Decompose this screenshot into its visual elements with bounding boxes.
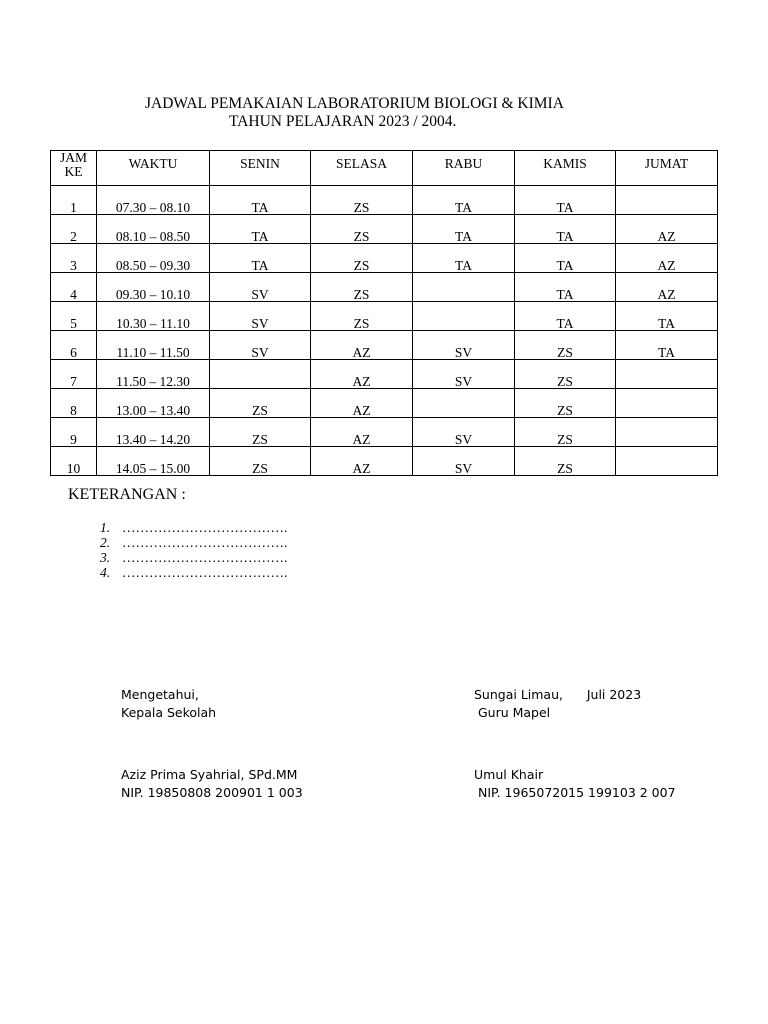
- cell-senin: SV: [210, 331, 311, 360]
- cell-selasa: ZS: [311, 186, 413, 215]
- cell-waktu: 13.00 – 13.40: [97, 389, 210, 418]
- cell-jam-ke: 4: [51, 273, 97, 302]
- signature-right-block: [474, 686, 641, 722]
- cell-jumat: [616, 447, 718, 476]
- cell-senin: ZS: [210, 447, 311, 476]
- cell-senin: TA: [210, 244, 311, 273]
- cell-jam-ke: 2: [51, 215, 97, 244]
- cell-waktu: 10.30 – 11.10: [97, 302, 210, 331]
- cell-selasa: AZ: [311, 331, 413, 360]
- cell-waktu: 13.40 – 14.20: [97, 418, 210, 447]
- cell-jumat: TA: [616, 302, 718, 331]
- cell-jumat: AZ: [616, 215, 718, 244]
- cell-jam-ke: 6: [51, 331, 97, 360]
- cell-kamis: TA: [515, 273, 616, 302]
- list-item: 4. ……………………………….: [100, 565, 288, 580]
- signature-right-name: Umul Khair: [474, 767, 544, 782]
- title-line-1: JADWAL PEMAKAIAN LABORATORIUM BIOLOGI & KIMIA: [145, 95, 564, 112]
- cell-kamis: ZS: [515, 331, 616, 360]
- cell-rabu: TA: [413, 186, 515, 215]
- list-item: 2. ……………………………….: [100, 535, 288, 550]
- cell-selasa: AZ: [311, 360, 413, 389]
- cell-rabu: TA: [413, 244, 515, 273]
- table-header-row: [51, 151, 718, 186]
- header-jumat: JUMAT: [616, 151, 718, 186]
- cell-waktu: 07.30 – 08.10: [97, 186, 210, 215]
- cell-waktu: 14.05 – 15.00: [97, 447, 210, 476]
- cell-jumat: [616, 418, 718, 447]
- cell-jam-ke: 8: [51, 389, 97, 418]
- cell-rabu: [413, 389, 515, 418]
- cell-senin: [210, 360, 311, 389]
- cell-kamis: TA: [515, 186, 616, 215]
- cell-senin: SV: [210, 273, 311, 302]
- cell-jumat: TA: [616, 331, 718, 360]
- cell-rabu: SV: [413, 331, 515, 360]
- title-line-2: TAHUN PELAJARAN 2023 / 2004.: [229, 113, 457, 130]
- cell-rabu: SV: [413, 447, 515, 476]
- signature-left-line1: Mengetahui,: [121, 687, 199, 702]
- cell-jam-ke: 1: [51, 186, 97, 215]
- table-row: [51, 360, 718, 389]
- header-jam-ke: JAM KE: [51, 151, 97, 186]
- table-row: [51, 215, 718, 244]
- cell-kamis: TA: [515, 244, 616, 273]
- cell-rabu: SV: [413, 418, 515, 447]
- cell-kamis: ZS: [515, 447, 616, 476]
- signature-right-line2: Guru Mapel: [474, 705, 551, 720]
- cell-waktu: 08.10 – 08.50: [97, 215, 210, 244]
- cell-senin: TA: [210, 186, 311, 215]
- cell-selasa: AZ: [311, 418, 413, 447]
- cell-selasa: ZS: [311, 273, 413, 302]
- cell-selasa: ZS: [311, 244, 413, 273]
- cell-selasa: ZS: [311, 215, 413, 244]
- cell-jumat: AZ: [616, 273, 718, 302]
- cell-selasa: ZS: [311, 302, 413, 331]
- table-row: [51, 186, 718, 215]
- cell-senin: ZS: [210, 389, 311, 418]
- header-rabu: RABU: [413, 151, 515, 186]
- cell-senin: ZS: [210, 418, 311, 447]
- cell-kamis: TA: [515, 215, 616, 244]
- table-row: [51, 447, 718, 476]
- cell-waktu: 11.10 – 11.50: [97, 331, 210, 360]
- cell-kamis: TA: [515, 302, 616, 331]
- signature-right-nip: NIP. 1965072015 199103 2 007: [474, 785, 676, 800]
- cell-jumat: [616, 360, 718, 389]
- cell-rabu: TA: [413, 215, 515, 244]
- signature-right-name-block: [474, 766, 676, 802]
- cell-kamis: ZS: [515, 389, 616, 418]
- signature-left-name-block: [121, 766, 303, 802]
- cell-waktu: 11.50 – 12.30: [97, 360, 210, 389]
- table-row: [51, 418, 718, 447]
- keterangan-list: [100, 520, 287, 580]
- cell-jumat: [616, 389, 718, 418]
- signature-left-line2: Kepala Sekolah: [121, 705, 217, 720]
- schedule-table: [50, 150, 718, 476]
- cell-rabu: [413, 302, 515, 331]
- cell-selasa: AZ: [311, 389, 413, 418]
- cell-selasa: AZ: [311, 447, 413, 476]
- table-row: [51, 389, 718, 418]
- header-kamis: KAMIS: [515, 151, 616, 186]
- signature-left-block: [121, 686, 216, 722]
- cell-jam-ke: 3: [51, 244, 97, 273]
- cell-waktu: 08.50 – 09.30: [97, 244, 210, 273]
- cell-jam-ke: 5: [51, 302, 97, 331]
- cell-jumat: [616, 186, 718, 215]
- table-row: [51, 273, 718, 302]
- keterangan-label: KETERANGAN :: [68, 486, 186, 503]
- table-row: [51, 302, 718, 331]
- header-selasa: SELASA: [311, 151, 413, 186]
- cell-jam-ke: 9: [51, 418, 97, 447]
- list-item: 3. ……………………………….: [100, 550, 288, 565]
- list-item: 1. ……………………………….: [100, 520, 288, 535]
- cell-kamis: ZS: [515, 360, 616, 389]
- signature-left-name: Aziz Prima Syahrial, SPd.MM: [121, 767, 298, 782]
- cell-waktu: 09.30 – 10.10: [97, 273, 210, 302]
- cell-kamis: ZS: [515, 418, 616, 447]
- cell-rabu: [413, 273, 515, 302]
- signature-right-line1: Sungai Limau, Juli 2023: [474, 687, 642, 702]
- document-title: [0, 95, 768, 131]
- cell-jumat: AZ: [616, 244, 718, 273]
- table-row: [51, 244, 718, 273]
- cell-jam-ke: 7: [51, 360, 97, 389]
- cell-senin: SV: [210, 302, 311, 331]
- signature-left-nip: NIP. 19850808 200901 1 003: [121, 785, 303, 800]
- cell-senin: TA: [210, 215, 311, 244]
- header-senin: SENIN: [210, 151, 311, 186]
- cell-rabu: SV: [413, 360, 515, 389]
- header-waktu: WAKTU: [97, 151, 210, 186]
- table-row: [51, 331, 718, 360]
- cell-jam-ke: 10: [51, 447, 97, 476]
